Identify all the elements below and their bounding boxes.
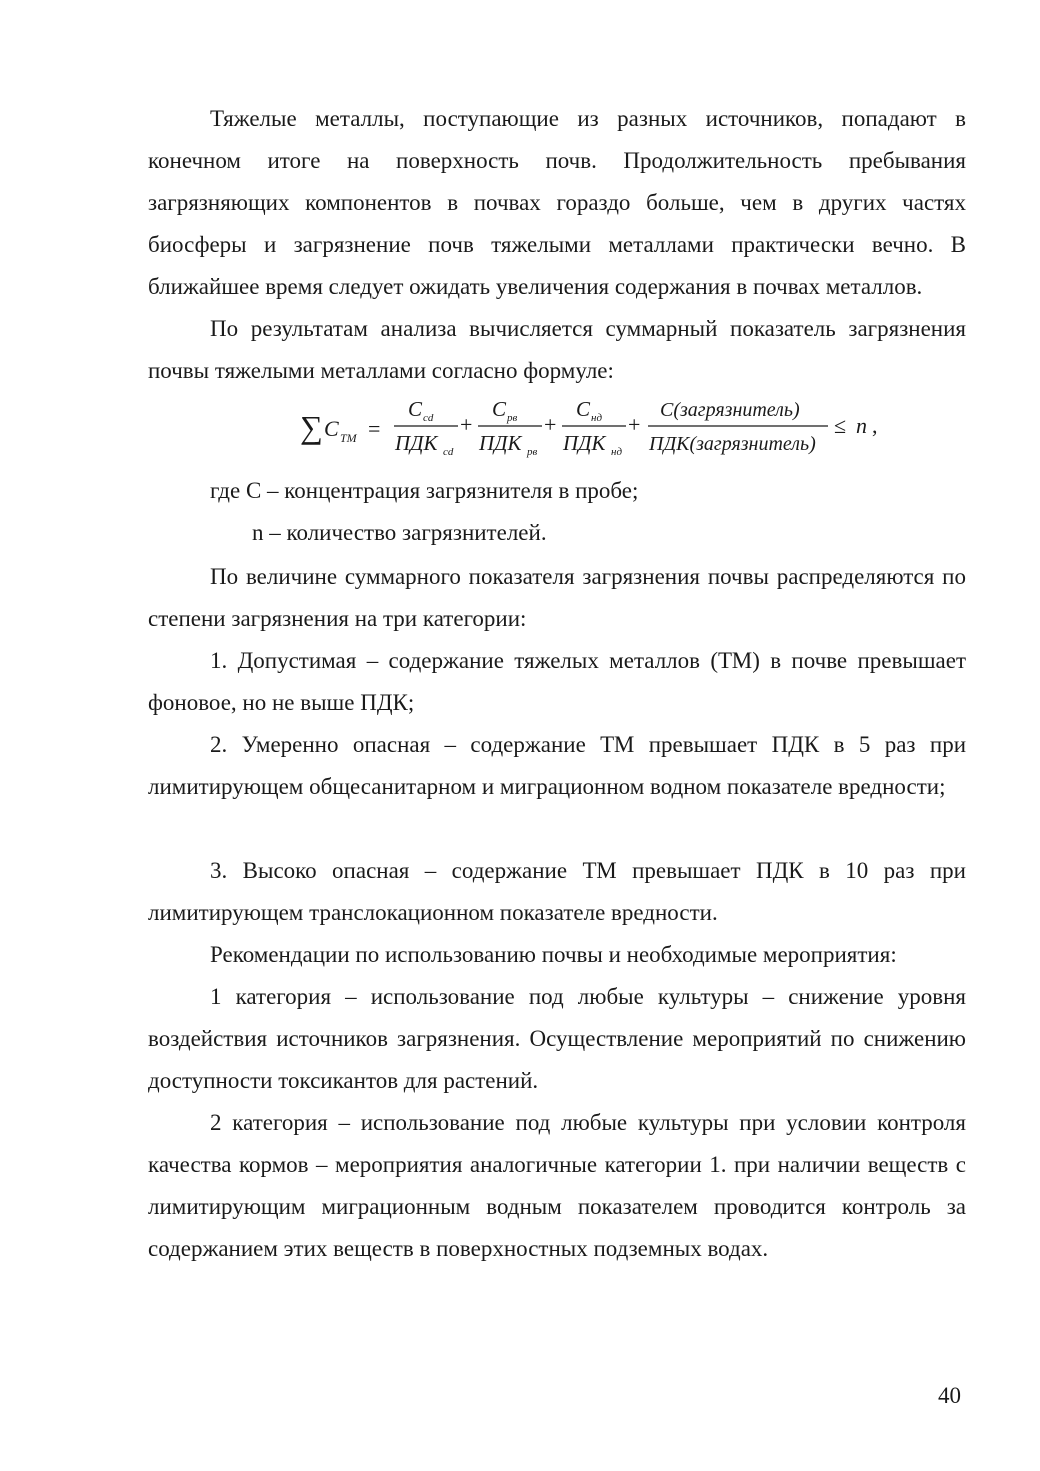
list-item-high: 3. Высоко опасная – содержание ТМ превышает ПДК в 10 раз при лимитирующем транслокационном показателе вредности. [148,858,966,925]
list-item-permissible: 1. Допустимая – содержание тяжелых металлов (ТМ) в почве превышает фоновое, но не выше ПДК; [148,648,966,715]
plus-1: + [460,412,473,437]
sum-symbol: ∑ [300,409,323,445]
page-number: 40 [938,1383,961,1408]
formula-n: n [856,413,867,438]
t4-den: ПДК(загрязнитель) [649,433,816,455]
t2-num-sub: рв [507,412,518,424]
t3-num-sub: нд [591,412,603,424]
t3-den-sub: нд [611,446,623,458]
t3-den: ПДК [563,431,606,455]
where-c-line: где С – концентрация загрязнителя в пробе; [210,478,639,503]
list-item-moderate: 2. Умеренно опасная – содержание ТМ превышает ПДК в 5 раз при лимитирующем общесанитарном и миграционном водном показателе вредности; [148,732,966,799]
t1-num: C [408,397,423,421]
paragraph-heavy-metals: Тяжелые металлы, поступающие из разных источников, попадают в конечном итоге на поверхность почв. Продолжительность пребывания загрязняющих компонентов в почвах гораздо больше, чем в других частях биосферы и загрязнение почв тяжелыми металлами практически вечно. В ближайшее время следует ожидать увеличения содержания в почвах металлов. [148,106,966,299]
paragraph-analysis: По результатам анализа вычисляется суммарный показатель загрязнения почвы тяжелыми металлами согласно формуле: [148,316,966,383]
equals-sign: = [368,416,381,441]
paragraph-category-1: 1 категория – использование под любые культуры – снижение уровня воздействия источников загрязнения. Осуществление мероприятий по снижению доступности токсикантов для растений. [148,984,966,1093]
formula-svg [300,392,900,462]
lhs-sub: ТМ [340,431,357,445]
t3-num: C [576,397,591,421]
paragraph-categories-intro: По величине суммарного показателя загрязнения почвы распределяются по степени загрязнения на три категории: [148,564,966,631]
plus-2: + [544,412,557,437]
formula-comma: , [872,413,878,438]
t1-den: ПДК [395,431,438,455]
leq-sign: ≤ [834,413,847,438]
t1-den-sub: cd [443,446,454,458]
paragraph-category-2: 2 категория – использование под любые культуры при условии контроля качества кормов – мероприятия аналогичные категории 1. при наличии веществ с лимитирующим миграционным водным показателем проводится контроль за содержанием этих веществ в поверхностных подземных водах. [148,1110,966,1261]
t1-num-sub: cd [423,412,434,424]
t2-den: ПДК [479,431,522,455]
pollution-formula [300,392,900,462]
t2-num: C [492,397,507,421]
t4-num: C(загрязнитель) [660,399,800,421]
paragraph-recommendations: Рекомендации по использованию почвы и необходимые мероприятия: [210,942,897,967]
lhs-c: C [324,416,339,441]
t2-den-sub: рв [527,446,538,458]
where-n-line: n – количество загрязнителей. [252,520,547,545]
plus-3: + [628,412,641,437]
